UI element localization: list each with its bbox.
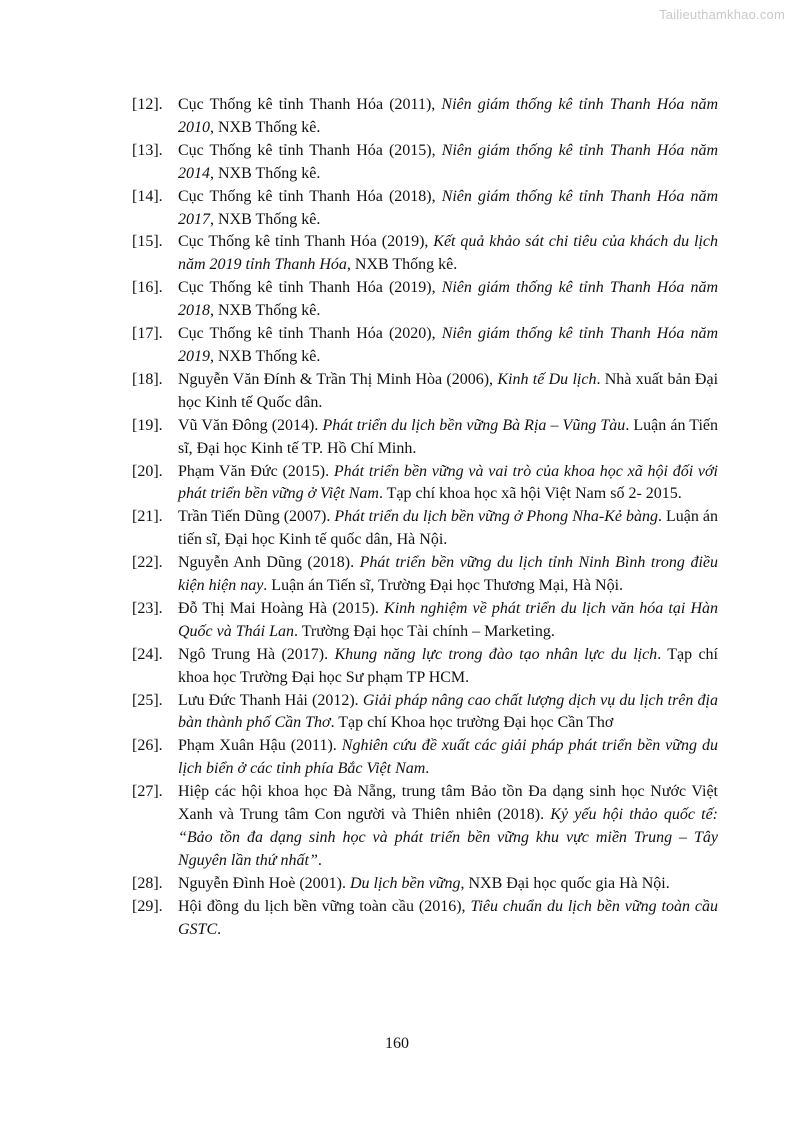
reference-text: Đỗ Thị Mai Hoàng Hà (2015). Kinh nghiệm về phát triển du lịch văn hóa tại Hàn Quốc và Thái Lan. Trường Đại học Tài chính – Marketing. bbox=[178, 599, 718, 640]
reference-title: Niên giám thống kê tỉnh Thanh Hóa năm 2014 bbox=[178, 141, 718, 182]
reference-number: [12]. bbox=[132, 96, 163, 113]
reference-title: Niên giám thống kê tỉnh Thanh Hóa năm 2017 bbox=[178, 187, 718, 228]
reference-item bbox=[132, 781, 718, 873]
reference-text: Nguyễn Văn Đính & Trần Thị Minh Hòa (2006), Kinh tế Du lịch. Nhà xuất bản Đại học Kinh tế Quốc dân. bbox=[178, 370, 719, 411]
reference-title: Niên giám thống kê tỉnh Thanh Hóa năm 2019 bbox=[178, 325, 718, 365]
reference-title: Khung năng lực trong đào tạo nhân lực du lịch bbox=[334, 645, 658, 663]
reference-item bbox=[132, 506, 718, 552]
reference-text: Nguyễn Anh Dũng (2018). Phát triển bền vững du lịch tỉnh Ninh Bình trong điều kiện hiện nay. Luận án Tiến sĩ, Trường Đại học Thương Mại, Hà Nội. bbox=[178, 554, 718, 595]
reference-title: Kinh tế Du lịch bbox=[497, 370, 597, 388]
reference-number: [28]. bbox=[132, 874, 163, 892]
reference-item bbox=[132, 598, 718, 644]
reference-number: [20]. bbox=[132, 462, 163, 480]
reference-title: Giải pháp nâng cao chất lượng dịch vụ du lịch trên địa bàn thành phố Cần Thơ bbox=[178, 691, 718, 732]
reference-list bbox=[132, 94, 718, 942]
reference-item bbox=[132, 735, 718, 781]
reference-number: [24]. bbox=[132, 645, 163, 663]
reference-number: [18]. bbox=[132, 370, 163, 388]
reference-title: Kỷ yếu hội thảo quốc tế: “Bảo tồn đa dạng sinh học và phát triển bền vững khu vực miền Trung – Tây Nguyên lần thứ nhất” bbox=[178, 806, 718, 869]
reference-item bbox=[132, 231, 718, 277]
reference-text: Cục Thống kê tỉnh Thanh Hóa (2011), Niên giám thống kê tỉnh Thanh Hóa năm 2010, NXB Thống kê. bbox=[178, 96, 718, 136]
reference-text: Hội đồng du lịch bền vững toàn cầu (2016), Tiêu chuẩn du lịch bền vững toàn cầu GSTC. bbox=[178, 897, 718, 938]
reference-number: [22]. bbox=[132, 554, 163, 572]
reference-number: [17]. bbox=[132, 325, 163, 343]
reference-number: [16]. bbox=[132, 279, 163, 297]
reference-text: Ngô Trung Hà (2017). Khung năng lực trong đào tạo nhân lực du lịch. Tạp chí khoa học Trường Đại học Sư phạm TP HCM. bbox=[178, 645, 718, 686]
reference-item bbox=[132, 873, 718, 896]
reference-item bbox=[132, 323, 718, 369]
reference-number: [25]. bbox=[132, 691, 163, 709]
reference-title: Nghiên cứu đề xuất các giải pháp phát triển bền vững du lịch biển ở các tỉnh phía Bắc Việt Nam bbox=[178, 737, 718, 778]
reference-title: Kinh nghiệm về phát triển du lịch văn hóa tại Hàn Quốc và Thái Lan bbox=[178, 599, 718, 640]
reference-item bbox=[132, 186, 718, 232]
reference-text: Cục Thống kê tỉnh Thanh Hóa (2018), Niên giám thống kê tỉnh Thanh Hóa năm 2017, NXB Thống kê. bbox=[178, 187, 718, 228]
page-number: 160 bbox=[385, 1035, 409, 1052]
reference-number: [23]. bbox=[132, 599, 163, 617]
reference-text: Vũ Văn Đông (2014). Phát triển du lịch bền vững Bà Rịa – Vũng Tàu. Luận án Tiến sĩ, Đại học Kinh tế TP. Hồ Chí Minh. bbox=[178, 416, 719, 457]
reference-item bbox=[132, 415, 718, 461]
reference-item bbox=[132, 369, 718, 415]
reference-item bbox=[132, 140, 718, 186]
reference-number: [26]. bbox=[132, 737, 163, 755]
reference-number: [21]. bbox=[132, 508, 163, 526]
reference-text: Trần Tiến Dũng (2007). Phát triển du lịch bền vững ở Phong Nha-Kẻ bàng. Luận án tiến sĩ, Đại học Kinh tế quốc dân, Hà Nội. bbox=[178, 508, 718, 549]
reference-number: [27]. bbox=[132, 783, 163, 801]
reference-text: Hiệp các hội khoa học Đà Nẵng, trung tâm Bảo tồn Đa dạng sinh học Nước Việt Xanh và Trung tâm Con người và Thiên nhiên (2018). Kỷ yếu hội thảo quốc tế: “Bảo tồn đa dạng sinh học và phát triển bền vững khu vực miền Trung – Tây Nguyên lần thứ nhất”. bbox=[178, 783, 718, 869]
reference-title: Du lịch bền vững bbox=[349, 874, 461, 892]
reference-title: Kết quả khảo sát chi tiêu của khách du lịch năm 2019 tỉnh Thanh Hóa bbox=[178, 233, 718, 274]
reference-number: [29]. bbox=[132, 897, 163, 915]
reference-title: Phát triển du lịch bền vững ở Phong Nha-Kẻ bàng bbox=[334, 508, 658, 526]
reference-item bbox=[132, 896, 718, 942]
reference-item bbox=[132, 277, 718, 323]
reference-title: Niên giám thống kê tỉnh Thanh Hóa năm 2010 bbox=[178, 96, 718, 136]
reference-text: Phạm Xuân Hậu (2011). Nghiên cứu đề xuất các giải pháp phát triển bền vững du lịch biển ở các tỉnh phía Bắc Việt Nam. bbox=[178, 737, 718, 778]
reference-number: [15]. bbox=[132, 233, 163, 251]
reference-number: [13]. bbox=[132, 141, 163, 159]
site-watermark: Tailieuthamkhao.com bbox=[659, 7, 785, 22]
reference-item bbox=[132, 690, 718, 736]
reference-text: Nguyễn Đình Hoè (2001). Du lịch bền vững, NXB Đại học quốc gia Hà Nội. bbox=[178, 874, 670, 892]
reference-number: [19]. bbox=[132, 416, 163, 434]
reference-text: Cục Thống kê tỉnh Thanh Hóa (2019), Kết quả khảo sát chi tiêu của khách du lịch năm 2019 tỉnh Thanh Hóa, NXB Thống kê. bbox=[178, 233, 718, 274]
reference-number: [14]. bbox=[132, 187, 163, 205]
reference-text: Cục Thống kê tỉnh Thanh Hóa (2015), Niên giám thống kê tỉnh Thanh Hóa năm 2014, NXB Thống kê. bbox=[178, 141, 718, 182]
reference-item bbox=[132, 461, 718, 507]
reference-title: Phát triển du lịch bền vững Bà Rịa – Vũng Tàu bbox=[322, 416, 626, 434]
reference-item bbox=[132, 552, 718, 598]
reference-text: Phạm Văn Đức (2015). Phát triển bền vững và vai trò của khoa học xã hội đối với phát triển bền vững ở Việt Nam. Tạp chí khoa học xã hội Việt Nam số 2- 2015. bbox=[178, 462, 718, 503]
reference-text: Lưu Đức Thanh Hải (2012). Giải pháp nâng cao chất lượng dịch vụ du lịch trên địa bàn thành phố Cần Thơ. Tạp chí Khoa học trường Đại học Cần Thơ bbox=[178, 691, 718, 732]
reference-item bbox=[132, 644, 718, 690]
reference-title: Niên giám thống kê tỉnh Thanh Hóa năm 2018 bbox=[178, 279, 718, 320]
reference-title: Phát triển bền vững và vai trò của khoa học xã hội đối với phát triển bền vững ở Việt Nam bbox=[178, 462, 718, 503]
reference-title: Tiêu chuẩn du lịch bền vững toàn cầu GSTC bbox=[178, 897, 718, 938]
reference-text: Cục Thống kê tỉnh Thanh Hóa (2019), Niên giám thống kê tỉnh Thanh Hóa năm 2018, NXB Thống kê. bbox=[178, 279, 718, 320]
reference-item bbox=[132, 94, 718, 140]
reference-title: Phát triển bền vững du lịch tỉnh Ninh Bình trong điều kiện hiện nay bbox=[178, 554, 718, 595]
reference-text: Cục Thống kê tỉnh Thanh Hóa (2020), Niên giám thống kê tỉnh Thanh Hóa năm 2019, NXB Thống kê. bbox=[178, 325, 718, 365]
